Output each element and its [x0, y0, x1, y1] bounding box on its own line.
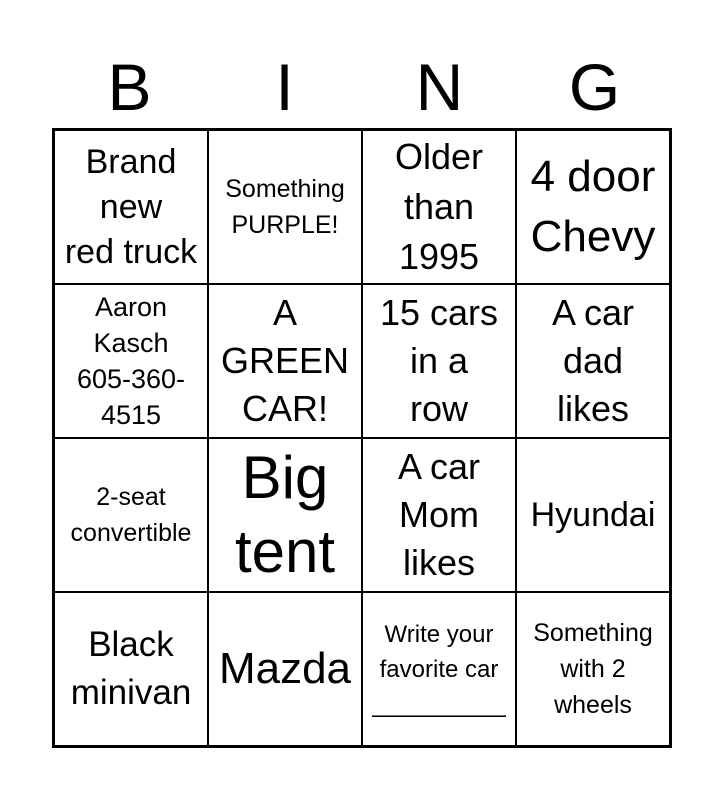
cell-text: 2-seat convertible — [70, 483, 192, 547]
header-letter-b: B — [107, 50, 152, 124]
bingo-cell[interactable] — [208, 130, 362, 284]
cell-text: Hyundai — [530, 495, 656, 534]
bingo-cell[interactable] — [516, 130, 670, 284]
header-letter-n: N — [415, 50, 464, 124]
cell-text: Mazda — [218, 644, 352, 693]
header-letter-g: G — [568, 50, 621, 124]
cell-text: Brand new red truck — [64, 142, 198, 271]
bingo-cell[interactable] — [54, 438, 208, 592]
cell-text: Write your favorite car __________ — [372, 620, 506, 718]
bingo-cell[interactable] — [54, 592, 208, 746]
bingo-cell[interactable] — [516, 438, 670, 592]
bingo-header — [52, 52, 672, 122]
cell-text: Black minivan — [70, 625, 192, 712]
bingo-cell[interactable] — [208, 438, 362, 592]
bingo-cell[interactable] — [208, 592, 362, 746]
bingo-cell[interactable] — [54, 130, 208, 284]
cell-text: Older than 1995 — [394, 136, 484, 277]
header-letter-i: I — [275, 50, 294, 124]
cell-text: A car dad likes — [551, 292, 635, 429]
bingo-cell[interactable] — [362, 284, 516, 438]
bingo-cell[interactable] — [208, 284, 362, 438]
cell-text: Aaron Kasch 605-360- 4515 — [76, 292, 186, 430]
cell-text: 4 door Chevy — [530, 152, 656, 261]
bingo-cell[interactable] — [362, 438, 516, 592]
bingo-card-grid — [52, 128, 672, 748]
bingo-cell[interactable] — [362, 592, 516, 746]
cell-text: A car Mom likes — [397, 446, 481, 583]
cell-text: Big tent — [234, 444, 336, 585]
bingo-cell[interactable] — [362, 130, 516, 284]
cell-text: A GREEN CAR! — [220, 292, 350, 429]
cell-text: 15 cars in a row — [379, 292, 499, 429]
bingo-cell[interactable] — [516, 284, 670, 438]
bingo-cell[interactable] — [516, 592, 670, 746]
cell-text: Something with 2 wheels — [533, 619, 653, 719]
bingo-cell[interactable] — [54, 284, 208, 438]
cell-text: Something PURPLE! — [225, 175, 345, 239]
